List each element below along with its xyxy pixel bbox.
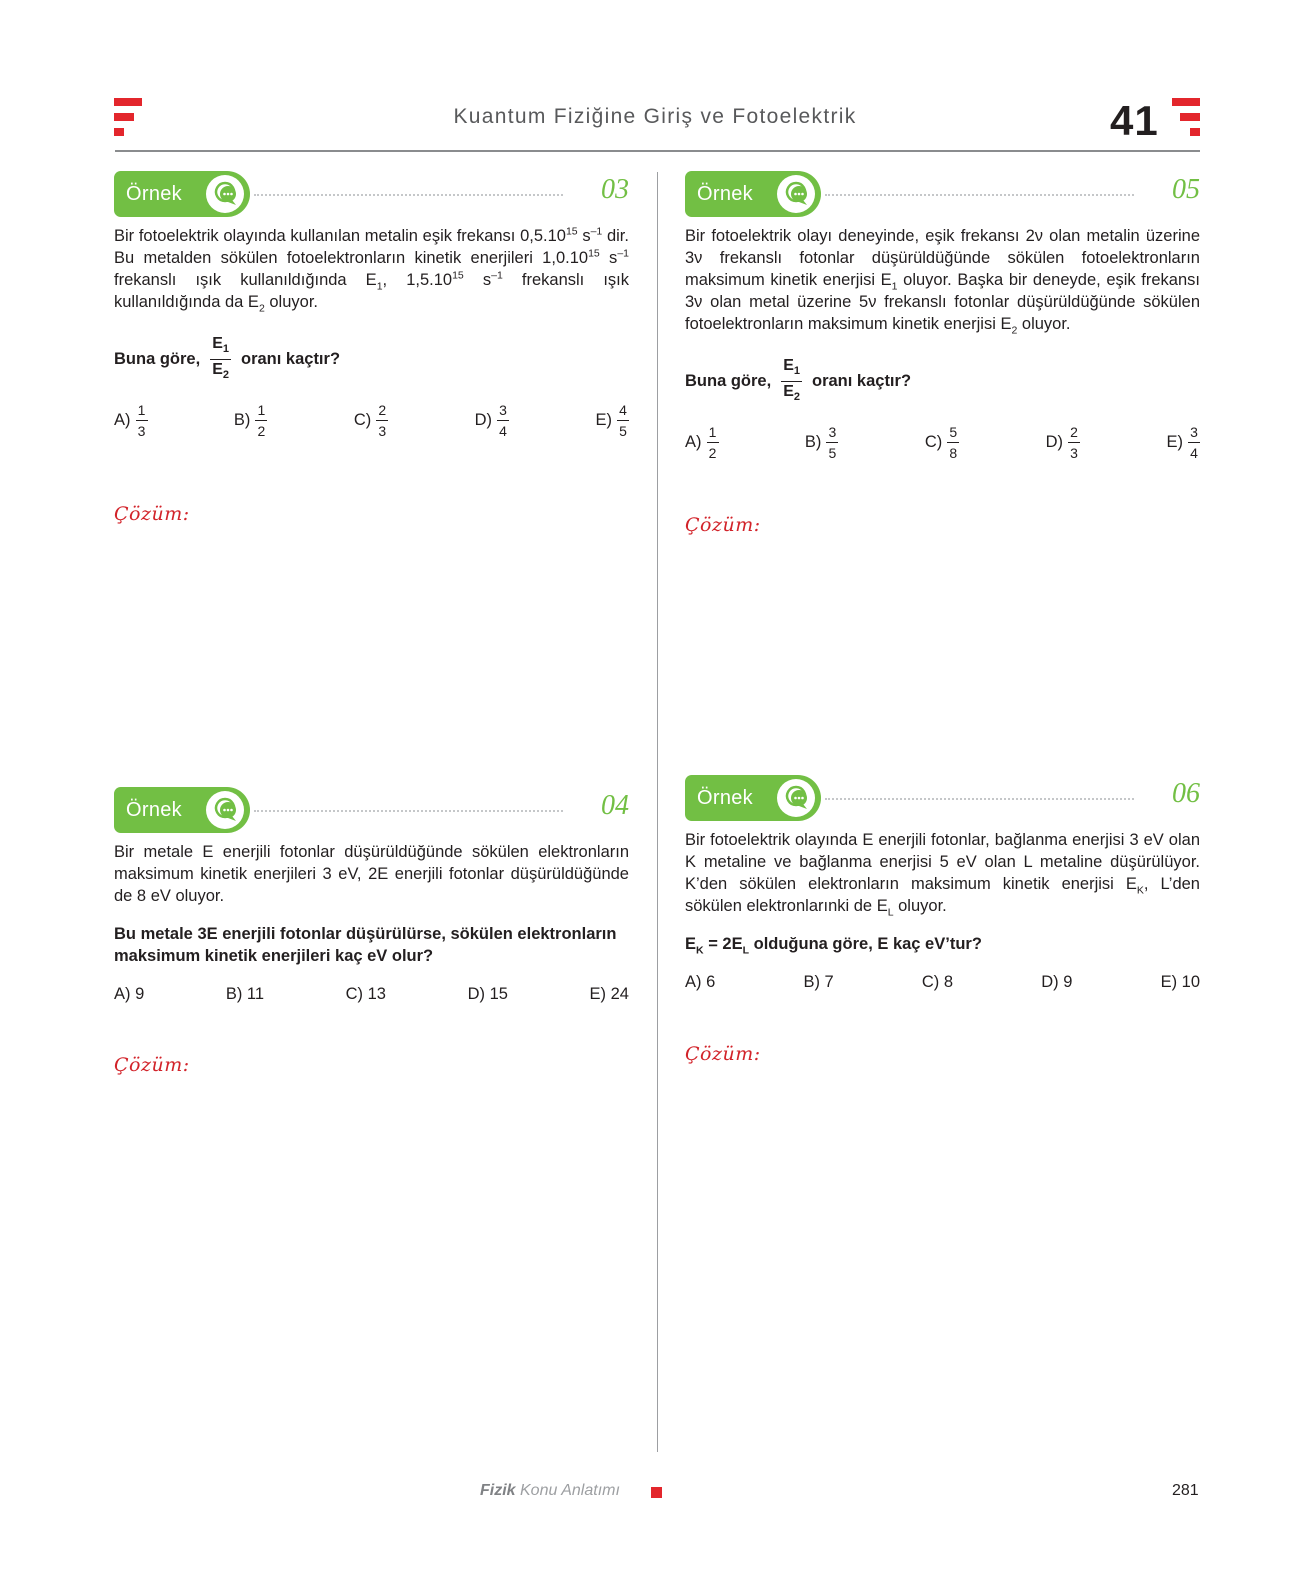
problem-text: Bir fotoelektrik olayı deneyinde, eşik frekansı 2ν olan metalin üzerine 3ν frekanslı fotonlar düşürüldüğünde sökülen fotoelektronların maksimum kinetik enerjisi $E_1$ oluyor. Başka bir deneyde, eşik frekansı 3ν olan metal üzerine 5ν frekanslı fotonlar düşürüldüğünde sökülen fotoelektronların maksimum kinetik enerjisi $E_2$ oluyor. [685, 227, 1200, 337]
option-e[interactable]: E) $\frac{3}{4}$ [1166, 423, 1200, 462]
dotted-leader [254, 194, 563, 196]
answer-options [685, 973, 1200, 992]
option-a[interactable]: A) 9 [114, 985, 145, 1003]
dotted-leader [254, 810, 563, 812]
speech-bubbles-icon [206, 791, 244, 829]
problem-text: Bir metale E enerjili fotonlar düşürüldüğünde sökülen elektronların maksimum kinetik enerjileri 3 eV, 2E enerjili fotonlar düşürüldüğünde de 8 eV oluyor. [114, 843, 629, 905]
example-number: 04 [601, 790, 629, 821]
example-number: 06 [1172, 778, 1200, 809]
example-badge [114, 171, 250, 217]
speech-bubbles-icon [777, 779, 815, 817]
option-e[interactable]: E) $\frac{4}{5}$ [595, 401, 629, 440]
badge-label: Örnek [697, 183, 753, 205]
option-a[interactable]: A) 6 [685, 973, 716, 991]
option-a[interactable]: A) $\frac{1}{3}$ [114, 401, 148, 440]
example-badge [114, 787, 250, 833]
option-b[interactable]: B) 7 [803, 973, 834, 991]
option-d[interactable]: D) 9 [1041, 973, 1073, 991]
example-06 [685, 775, 1200, 992]
option-d[interactable]: D) 15 [467, 985, 508, 1003]
example-header [114, 787, 629, 835]
question: Bu metale 3E enerjili fotonlar düşürülürse, sökülen elektronların maksimum kinetik enerjileri kaç eV olur? [114, 925, 617, 965]
option-d[interactable]: D) $\frac{3}{4}$ [475, 401, 509, 440]
question: $E_K = 2E_L$ olduğuna göre, E kaç eV’tur? [685, 935, 982, 957]
example-header [114, 171, 629, 219]
option-e[interactable]: E) 24 [589, 985, 629, 1003]
option-c[interactable]: C) $\frac{2}{3}$ [354, 401, 388, 440]
problem-text: Bir fotoelektrik olayında E enerjili fotonlar, bağlanma enerjisi 3 eV olan K metaline ve bağlanma enerjisi 5 eV olan L metaline düşürülüyor. K’den sökülen elektronların maksimum kinetik enerjisi $E_K$, L’den sökülen elektronlarınki de $E_L$ oluyor. [685, 831, 1200, 919]
question: Buna göre, $\frac{E_1}{E_2}$ oranı kaçtır? [685, 357, 1200, 407]
solution-label: Çözüm: [114, 503, 190, 525]
footer-book-title: Fizik Konu Anlatımı [480, 1482, 620, 1499]
solution-label: Çözüm: [685, 514, 761, 536]
option-b[interactable]: B) $\frac{3}{5}$ [805, 423, 839, 462]
example-04 [114, 787, 629, 1004]
example-03 [114, 171, 629, 440]
option-b[interactable]: B) 11 [225, 985, 265, 1003]
answer-options [114, 985, 629, 1004]
question: Buna göre, $\frac{E_1}{E_2}$ oranı kaçtır? [114, 335, 629, 385]
example-number: 05 [1172, 174, 1200, 205]
speech-bubbles-icon [777, 175, 815, 213]
solution-label: Çözüm: [685, 1043, 761, 1065]
example-badge [685, 775, 821, 821]
column-divider [657, 172, 658, 1452]
example-number: 03 [601, 174, 629, 205]
answer-options [685, 423, 1200, 462]
speech-bubbles-icon [206, 175, 244, 213]
answer-options [114, 401, 629, 440]
option-c[interactable]: C) 8 [921, 973, 954, 991]
footer-marker [651, 1487, 662, 1498]
page-number: 281 [1172, 1482, 1199, 1499]
chapter-number: 41 [1110, 97, 1159, 144]
option-b[interactable]: B) $\frac{1}{2}$ [234, 401, 268, 440]
chapter-title: Kuantum Fiziğine Giriş ve Fotoelektrik [453, 105, 857, 128]
option-a[interactable]: A) $\frac{1}{2}$ [685, 423, 719, 462]
ratio-fraction: $\frac{E_1}{E_2}$ [212, 335, 229, 382]
option-c[interactable]: C) $\frac{5}{8}$ [925, 423, 959, 462]
option-c[interactable]: C) 13 [345, 985, 386, 1003]
badge-label: Örnek [697, 787, 753, 809]
example-badge [685, 171, 821, 217]
brand-logo-right [1172, 98, 1200, 138]
badge-label: Örnek [126, 183, 182, 205]
example-header [685, 171, 1200, 219]
dotted-leader [825, 194, 1134, 196]
solution-label: Çözüm: [114, 1054, 190, 1076]
option-e[interactable]: E) 10 [1160, 973, 1200, 991]
option-d[interactable]: D) $\frac{2}{3}$ [1046, 423, 1080, 462]
example-header [685, 775, 1200, 823]
ratio-fraction: $\frac{E_1}{E_2}$ [783, 357, 800, 404]
example-05 [685, 171, 1200, 462]
badge-label: Örnek [126, 799, 182, 821]
problem-text: Bir fotoelektrik olayında kullanılan metalin eşik frekansı 0,5.10$^{15}$ $s^{-1}$ dir. Bu metalden sökülen fotoelektronların kinetik enerjileri 1,0.10$^{15}$ $s^{-1}$ frekanslı ışık kullanıldığında $E_1$, 1,5.10$^{15}$ $s^{-1}$ frekanslı ışık kullanıldığında da $E_2$ oluyor. [114, 225, 630, 315]
dotted-leader [825, 798, 1134, 800]
brand-logo [114, 98, 142, 138]
header-divider [115, 150, 1200, 152]
